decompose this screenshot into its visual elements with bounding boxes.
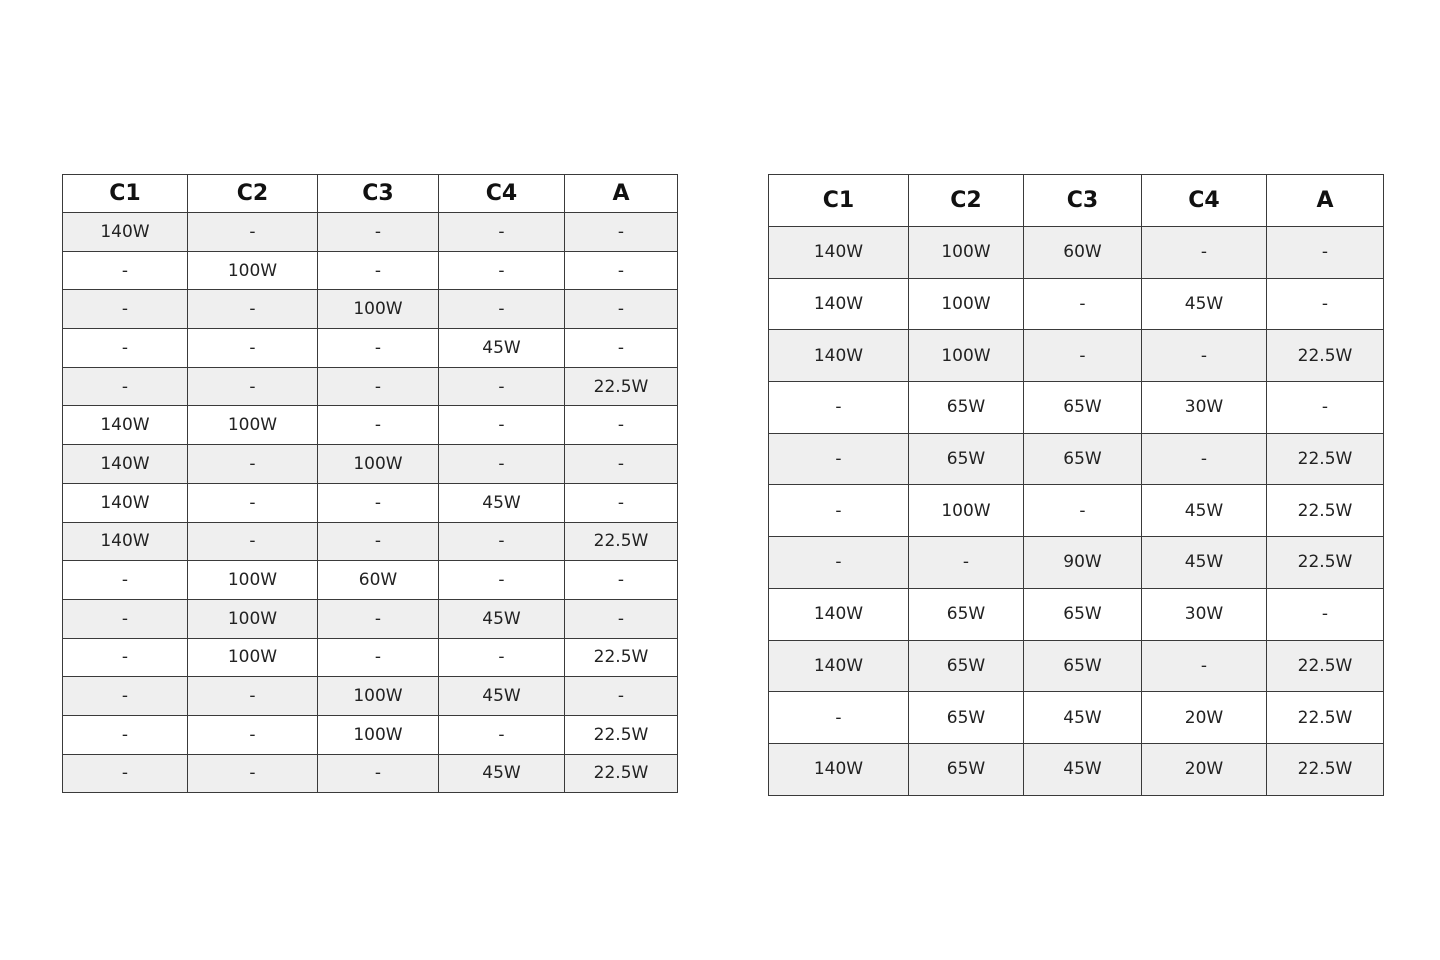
table-cell: 100W bbox=[188, 251, 318, 290]
table-cell: 140W bbox=[769, 278, 909, 330]
table-cell: - bbox=[1267, 227, 1384, 279]
table-cell: - bbox=[318, 638, 439, 677]
table-cell: - bbox=[565, 213, 678, 252]
table-cell: 20W bbox=[1142, 692, 1267, 744]
column-header: C1 bbox=[63, 175, 188, 213]
table-cell: 100W bbox=[909, 278, 1024, 330]
table-row bbox=[769, 537, 1384, 589]
table-row bbox=[63, 599, 678, 638]
table-row bbox=[63, 251, 678, 290]
table-cell: 22.5W bbox=[1267, 743, 1384, 795]
table-row bbox=[769, 278, 1384, 330]
table-cell: 45W bbox=[1142, 537, 1267, 589]
table-cell: - bbox=[63, 754, 188, 793]
table-row bbox=[769, 382, 1384, 434]
table-cell: 65W bbox=[909, 382, 1024, 434]
table-cell: - bbox=[318, 367, 439, 406]
table-cell: 22.5W bbox=[1267, 640, 1384, 692]
table-cell: 100W bbox=[318, 290, 439, 329]
column-header: C2 bbox=[909, 175, 1024, 227]
table-cell: 60W bbox=[318, 561, 439, 600]
table-cell: 100W bbox=[318, 445, 439, 484]
table-cell: 45W bbox=[1024, 692, 1142, 744]
table-cell: 45W bbox=[439, 677, 565, 716]
table-cell: 45W bbox=[1142, 278, 1267, 330]
table-cell: 100W bbox=[909, 227, 1024, 279]
table-cell: 22.5W bbox=[1267, 485, 1384, 537]
table-cell: 45W bbox=[439, 329, 565, 368]
table-cell: 22.5W bbox=[565, 367, 678, 406]
table-cell: 65W bbox=[1024, 382, 1142, 434]
table-row bbox=[769, 227, 1384, 279]
table-row bbox=[63, 561, 678, 600]
table-cell: 45W bbox=[1024, 743, 1142, 795]
table-cell: - bbox=[909, 537, 1024, 589]
table-cell: - bbox=[63, 367, 188, 406]
table-cell: - bbox=[188, 329, 318, 368]
table-cell: 45W bbox=[439, 599, 565, 638]
table-cell: - bbox=[63, 638, 188, 677]
table-row bbox=[63, 638, 678, 677]
table-cell: 140W bbox=[63, 406, 188, 445]
table-cell: 22.5W bbox=[565, 638, 678, 677]
table-cell: - bbox=[63, 290, 188, 329]
table-cell: - bbox=[318, 599, 439, 638]
table-cell: 22.5W bbox=[565, 715, 678, 754]
table-cell: 22.5W bbox=[1267, 537, 1384, 589]
table-cell: 140W bbox=[63, 522, 188, 561]
table-cell: 140W bbox=[63, 483, 188, 522]
table-row bbox=[63, 754, 678, 793]
table-cell: 140W bbox=[63, 213, 188, 252]
table-cell: 65W bbox=[1024, 640, 1142, 692]
table-cell: - bbox=[439, 638, 565, 677]
table-cell: - bbox=[1142, 640, 1267, 692]
header-row bbox=[769, 175, 1384, 227]
table-cell: - bbox=[188, 483, 318, 522]
table-cell: - bbox=[63, 251, 188, 290]
table-cell: 100W bbox=[318, 677, 439, 716]
table-cell: 30W bbox=[1142, 588, 1267, 640]
column-header: A bbox=[1267, 175, 1384, 227]
table-cell: - bbox=[318, 251, 439, 290]
table-cell: 22.5W bbox=[1267, 330, 1384, 382]
table-cell: 65W bbox=[909, 588, 1024, 640]
column-header: C1 bbox=[769, 175, 909, 227]
table-cell: - bbox=[439, 406, 565, 445]
table-cell: - bbox=[565, 445, 678, 484]
table-row bbox=[63, 483, 678, 522]
table-cell: - bbox=[565, 251, 678, 290]
table-cell: - bbox=[565, 406, 678, 445]
table-cell: - bbox=[1142, 227, 1267, 279]
table-cell: 140W bbox=[769, 743, 909, 795]
table-cell: 22.5W bbox=[565, 754, 678, 793]
table-cell: 45W bbox=[1142, 485, 1267, 537]
table-cell: - bbox=[565, 329, 678, 368]
table-row bbox=[769, 692, 1384, 744]
table-cell: 65W bbox=[1024, 433, 1142, 485]
table-cell: 100W bbox=[188, 406, 318, 445]
power-table-multi-port bbox=[768, 174, 1384, 796]
table-cell: - bbox=[439, 715, 565, 754]
table-cell: - bbox=[188, 754, 318, 793]
table-cell: - bbox=[1024, 485, 1142, 537]
table-cell: 140W bbox=[63, 445, 188, 484]
table-cell: - bbox=[63, 715, 188, 754]
table-cell: - bbox=[769, 485, 909, 537]
table-cell: - bbox=[188, 715, 318, 754]
table-row bbox=[63, 445, 678, 484]
table-row bbox=[63, 522, 678, 561]
table-cell: - bbox=[769, 382, 909, 434]
table-cell: - bbox=[63, 599, 188, 638]
table-cell: - bbox=[318, 483, 439, 522]
table-row bbox=[63, 213, 678, 252]
table-cell: 60W bbox=[1024, 227, 1142, 279]
table-cell: 100W bbox=[909, 485, 1024, 537]
table-cell: 65W bbox=[1024, 588, 1142, 640]
table-cell: 45W bbox=[439, 483, 565, 522]
table-cell: - bbox=[318, 522, 439, 561]
table-cell: - bbox=[565, 561, 678, 600]
table-cell: - bbox=[188, 522, 318, 561]
table-row bbox=[769, 743, 1384, 795]
table-cell: - bbox=[439, 445, 565, 484]
table-cell: 140W bbox=[769, 640, 909, 692]
table-cell: - bbox=[1142, 330, 1267, 382]
table-row bbox=[769, 588, 1384, 640]
table-cell: 45W bbox=[439, 754, 565, 793]
table-cell: - bbox=[63, 561, 188, 600]
table-cell: - bbox=[188, 367, 318, 406]
table-cell: - bbox=[318, 406, 439, 445]
table-cell: 65W bbox=[909, 433, 1024, 485]
table-cell: - bbox=[318, 754, 439, 793]
table-cell: - bbox=[188, 290, 318, 329]
table-cell: - bbox=[318, 213, 439, 252]
table-cell: 140W bbox=[769, 588, 909, 640]
table-cell: 100W bbox=[318, 715, 439, 754]
table-cell: - bbox=[188, 677, 318, 716]
column-header: C3 bbox=[1024, 175, 1142, 227]
table-cell: 22.5W bbox=[565, 522, 678, 561]
table-cell: 140W bbox=[769, 330, 909, 382]
table-cell: - bbox=[439, 367, 565, 406]
table-cell: - bbox=[565, 599, 678, 638]
table-cell: - bbox=[1024, 330, 1142, 382]
column-header: C4 bbox=[439, 175, 565, 213]
table-row bbox=[63, 715, 678, 754]
table-cell: - bbox=[1267, 382, 1384, 434]
table-cell: - bbox=[1024, 278, 1142, 330]
table-cell: - bbox=[1142, 433, 1267, 485]
table-cell: - bbox=[565, 290, 678, 329]
column-header: C2 bbox=[188, 175, 318, 213]
header-row bbox=[63, 175, 678, 213]
table-row bbox=[769, 433, 1384, 485]
table-cell: - bbox=[769, 433, 909, 485]
table-cell: 20W bbox=[1142, 743, 1267, 795]
table-cell: 65W bbox=[909, 743, 1024, 795]
table-cell: 100W bbox=[188, 599, 318, 638]
table-cell: 30W bbox=[1142, 382, 1267, 434]
table-cell: - bbox=[63, 329, 188, 368]
table-cell: 65W bbox=[909, 640, 1024, 692]
table-cell: 140W bbox=[769, 227, 909, 279]
table-row bbox=[769, 330, 1384, 382]
table-cell: - bbox=[439, 561, 565, 600]
table-cell: 90W bbox=[1024, 537, 1142, 589]
table-cell: - bbox=[63, 677, 188, 716]
power-table-single-and-dual bbox=[62, 174, 678, 793]
table-row bbox=[769, 640, 1384, 692]
table-body bbox=[63, 213, 678, 793]
table-row bbox=[63, 367, 678, 406]
table-row bbox=[769, 485, 1384, 537]
table-cell: - bbox=[1267, 588, 1384, 640]
table-cell: - bbox=[188, 445, 318, 484]
table-body bbox=[769, 227, 1384, 796]
table-cell: 22.5W bbox=[1267, 692, 1384, 744]
table-cell: - bbox=[439, 522, 565, 561]
table-cell: - bbox=[439, 213, 565, 252]
table-cell: 100W bbox=[909, 330, 1024, 382]
table-cell: 65W bbox=[909, 692, 1024, 744]
table-cell: - bbox=[769, 692, 909, 744]
table-cell: 100W bbox=[188, 561, 318, 600]
table-row bbox=[63, 329, 678, 368]
table-cell: - bbox=[1267, 278, 1384, 330]
table-row bbox=[63, 290, 678, 329]
table-cell: - bbox=[188, 213, 318, 252]
table-cell: 100W bbox=[188, 638, 318, 677]
table-row bbox=[63, 677, 678, 716]
column-header: A bbox=[565, 175, 678, 213]
table-cell: - bbox=[565, 677, 678, 716]
column-header: C4 bbox=[1142, 175, 1267, 227]
table-cell: - bbox=[439, 290, 565, 329]
table-cell: - bbox=[318, 329, 439, 368]
table-cell: 22.5W bbox=[1267, 433, 1384, 485]
table-cell: - bbox=[769, 537, 909, 589]
column-header: C3 bbox=[318, 175, 439, 213]
table-row bbox=[63, 406, 678, 445]
table-cell: - bbox=[565, 483, 678, 522]
table-cell: - bbox=[439, 251, 565, 290]
